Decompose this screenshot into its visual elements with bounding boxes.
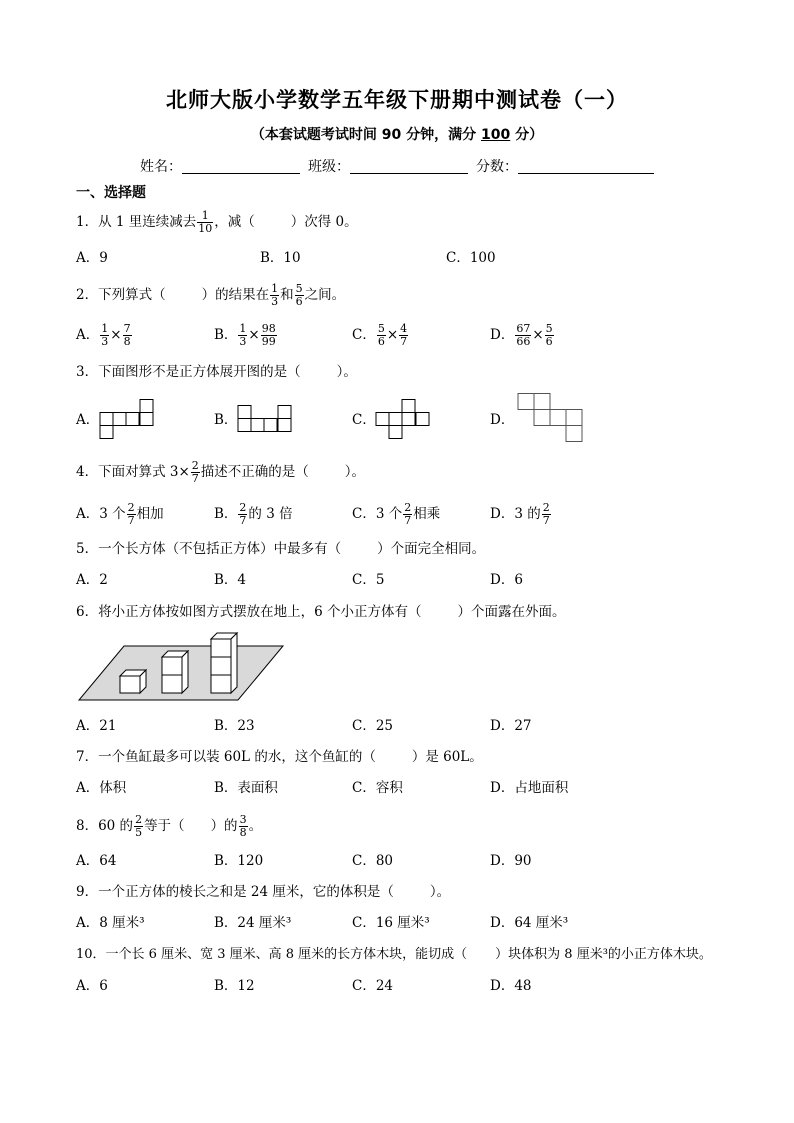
question-2: 2．下列算式（ ）的结果在 $\frac{1}{3}$ 和 $\frac{5}{6}$ 之间。 [76, 282, 346, 308]
q8-option-d[interactable]: D．90 [490, 853, 532, 869]
q10-option-b[interactable]: B．12 [214, 978, 255, 994]
q5-option-d[interactable]: D．6 [490, 572, 523, 588]
question-9: 9．一个正方体的棱长之和是 24 厘米，它的体积是（ ）。 [76, 884, 451, 900]
q1-option-c[interactable]: C．100 [446, 250, 496, 266]
q3-option-c[interactable]: C． [352, 412, 376, 428]
name-blank[interactable] [182, 159, 300, 174]
q2-option-a[interactable]: A． $\frac{1}{3}$ × $\frac{7}{8}$ [76, 322, 131, 348]
question-1: 1．从 1 里连续减去 $\frac{1}{10}$ ，减（ ）次得 0。 [76, 209, 358, 235]
q4-option-a[interactable]: A．3 个 $\frac{2}{7}$ 相加 [76, 501, 164, 527]
q9-option-a[interactable]: A．8 厘米³ [76, 915, 145, 931]
q6-option-a[interactable]: A．21 [76, 718, 117, 734]
question-4: 4．下面对算式 3× $\frac{2}{7}$ 描述不正确的是（ ）。 [76, 459, 366, 485]
q9-option-d[interactable]: D．64 厘米³ [490, 915, 569, 931]
q3-option-d[interactable]: D． [490, 412, 515, 428]
question-3: 3．下面图形不是正方体展开图的是（ ）。 [76, 364, 357, 380]
q8-option-a[interactable]: A．64 [76, 853, 117, 869]
q6-option-d[interactable]: D．27 [490, 718, 532, 734]
full-score: 100 [481, 127, 511, 143]
q5-option-a[interactable]: A．2 [76, 572, 108, 588]
q2-option-b[interactable]: B． $\frac{1}{3}$ × $\frac{98}{99}$ [214, 322, 276, 348]
question-7: 7．一个鱼缸最多可以装 60L 的水，这个鱼缸的（ ）是 60L。 [76, 749, 483, 765]
q1-option-a[interactable]: A．9 [76, 250, 108, 266]
q2-option-d[interactable]: D． $\frac{67}{66}$ × $\frac{5}{6}$ [490, 322, 553, 348]
q3-option-a[interactable]: A． [76, 412, 100, 428]
q8-option-b[interactable]: B．120 [214, 853, 264, 869]
q7-option-c[interactable]: C．容积 [352, 780, 403, 796]
cubes-on-floor-figure [78, 632, 284, 702]
q6-option-c[interactable]: C．25 [352, 718, 394, 734]
cube-net-d [517, 393, 585, 443]
q4-option-d[interactable]: D．3 的 $\frac{2}{7}$ [490, 501, 550, 527]
q7-option-b[interactable]: B．表面积 [214, 780, 278, 796]
cube-net-a [99, 399, 155, 439]
name-field: 姓名： [140, 156, 300, 176]
score-blank[interactable] [518, 159, 654, 174]
cube-net-c [375, 399, 431, 439]
q9-option-c[interactable]: C．16 厘米³ [352, 915, 430, 931]
question-5: 5．一个长方体（不包括正方体）中最多有（ ）个面完全相同。 [76, 541, 486, 557]
q5-option-b[interactable]: B．4 [214, 572, 247, 588]
q10-option-a[interactable]: A．6 [76, 978, 108, 994]
q9-option-b[interactable]: B．24 厘米³ [214, 915, 292, 931]
q7-option-d[interactable]: D．占地面积 [490, 780, 569, 796]
score-field: 分数： [476, 156, 654, 176]
q8-option-c[interactable]: C．80 [352, 853, 394, 869]
cube-net-b [237, 405, 293, 433]
q1-option-b[interactable]: B．10 [260, 250, 301, 266]
exam-info-subtitle: （本套试题考试时间 90 分钟，满分 100 分） [250, 127, 544, 143]
question-6: 6．将小正方体按如图方式摆放在地上，6 个小正方体有（ ）个面露在外面。 [76, 604, 566, 620]
q3-option-b[interactable]: B． [214, 412, 238, 428]
q2-option-c[interactable]: C． $\frac{5}{6}$ × $\frac{4}{7}$ [352, 322, 408, 348]
question-10: 10．一个长 6 厘米、宽 3 厘米、高 8 厘米的长方体木块，能切成（ ）块体积为 8 厘米³的小正方体木块。 [76, 947, 712, 962]
fraction: $\frac{1}{10}$ [198, 209, 213, 235]
q4-option-b[interactable]: B． $\frac{2}{7}$ 的 3 倍 [214, 501, 293, 527]
question-8: 8．60 的 $\frac{2}{5}$ 等于（ ）的 $\frac{3}{8}$ 。 [76, 813, 263, 839]
q6-option-b[interactable]: B．23 [214, 718, 255, 734]
class-field: 班级： [308, 156, 468, 176]
section-heading: 一、选择题 [76, 185, 146, 201]
q10-option-d[interactable]: D．48 [490, 978, 532, 994]
q7-option-a[interactable]: A．体积 [76, 780, 127, 796]
q5-option-c[interactable]: C．5 [352, 572, 385, 588]
page-title: 北师大版小学数学五年级下册期中测试卷（一） [166, 88, 628, 112]
q10-option-c[interactable]: C．24 [352, 978, 394, 994]
q4-option-c[interactable]: C．3 个 $\frac{2}{7}$ 相乘 [352, 501, 441, 527]
class-blank[interactable] [350, 159, 468, 174]
